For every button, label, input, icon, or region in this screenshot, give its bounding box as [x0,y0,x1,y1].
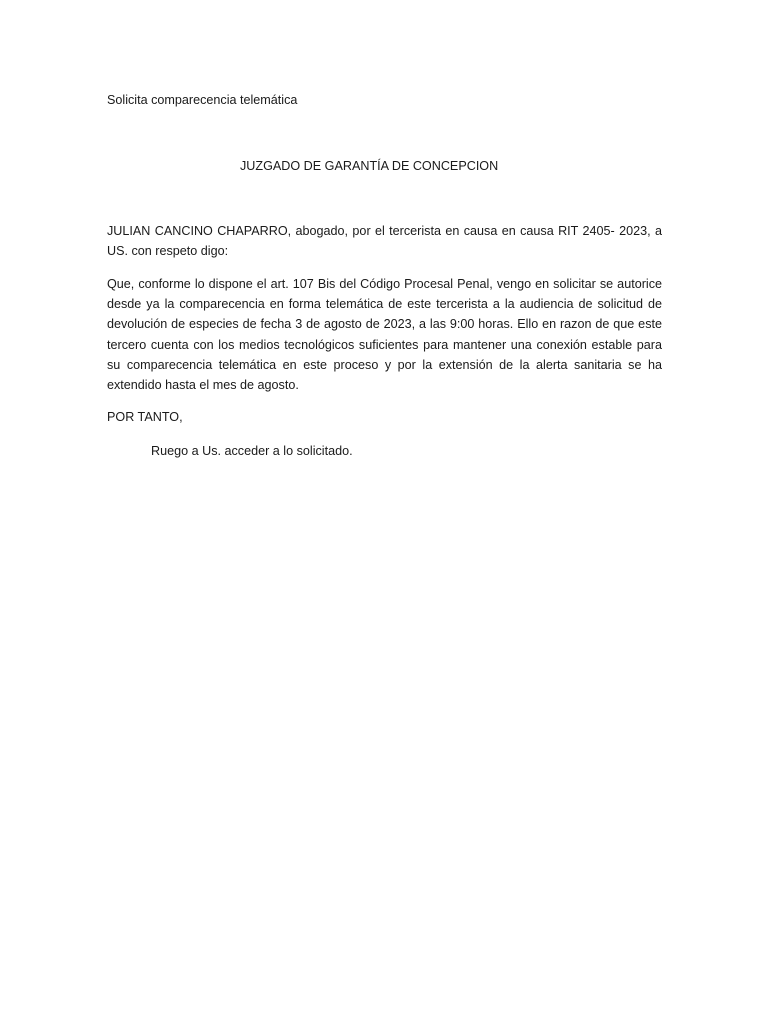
intro-paragraph: JULIAN CANCINO CHAPARRO, abogado, por el tercerista en causa en causa RIT 2405- 2023, a US. con respeto digo: [107,224,662,259]
court-heading: JUZGADO DE GARANTÍA DE CONCEPCION [240,159,499,173]
por-tanto-label: POR TANTO, [107,410,183,424]
request-paragraph: Que, conforme lo dispone el art. 107 Bis del Código Procesal Penal, vengo en solicitar se autorice desde ya la comparecencia en forma telemática de este tercerista a la audiencia de solicitud de devolución de especies de fecha 3 de agosto de 2023, a las 9:00 horas. Ello en razon de que este tercero cuenta con los medios tecnológicos suficientes para mantener una conexión estable para su comparecencia telemática en este proceso y por la extensión de la alerta sanitaria se ha extendido hasta el mes de agosto. [107,277,662,393]
closing-request: Ruego a Us. acceder a lo solicitado. [151,444,353,458]
document-subject: Solicita comparecencia telemática [107,93,298,107]
